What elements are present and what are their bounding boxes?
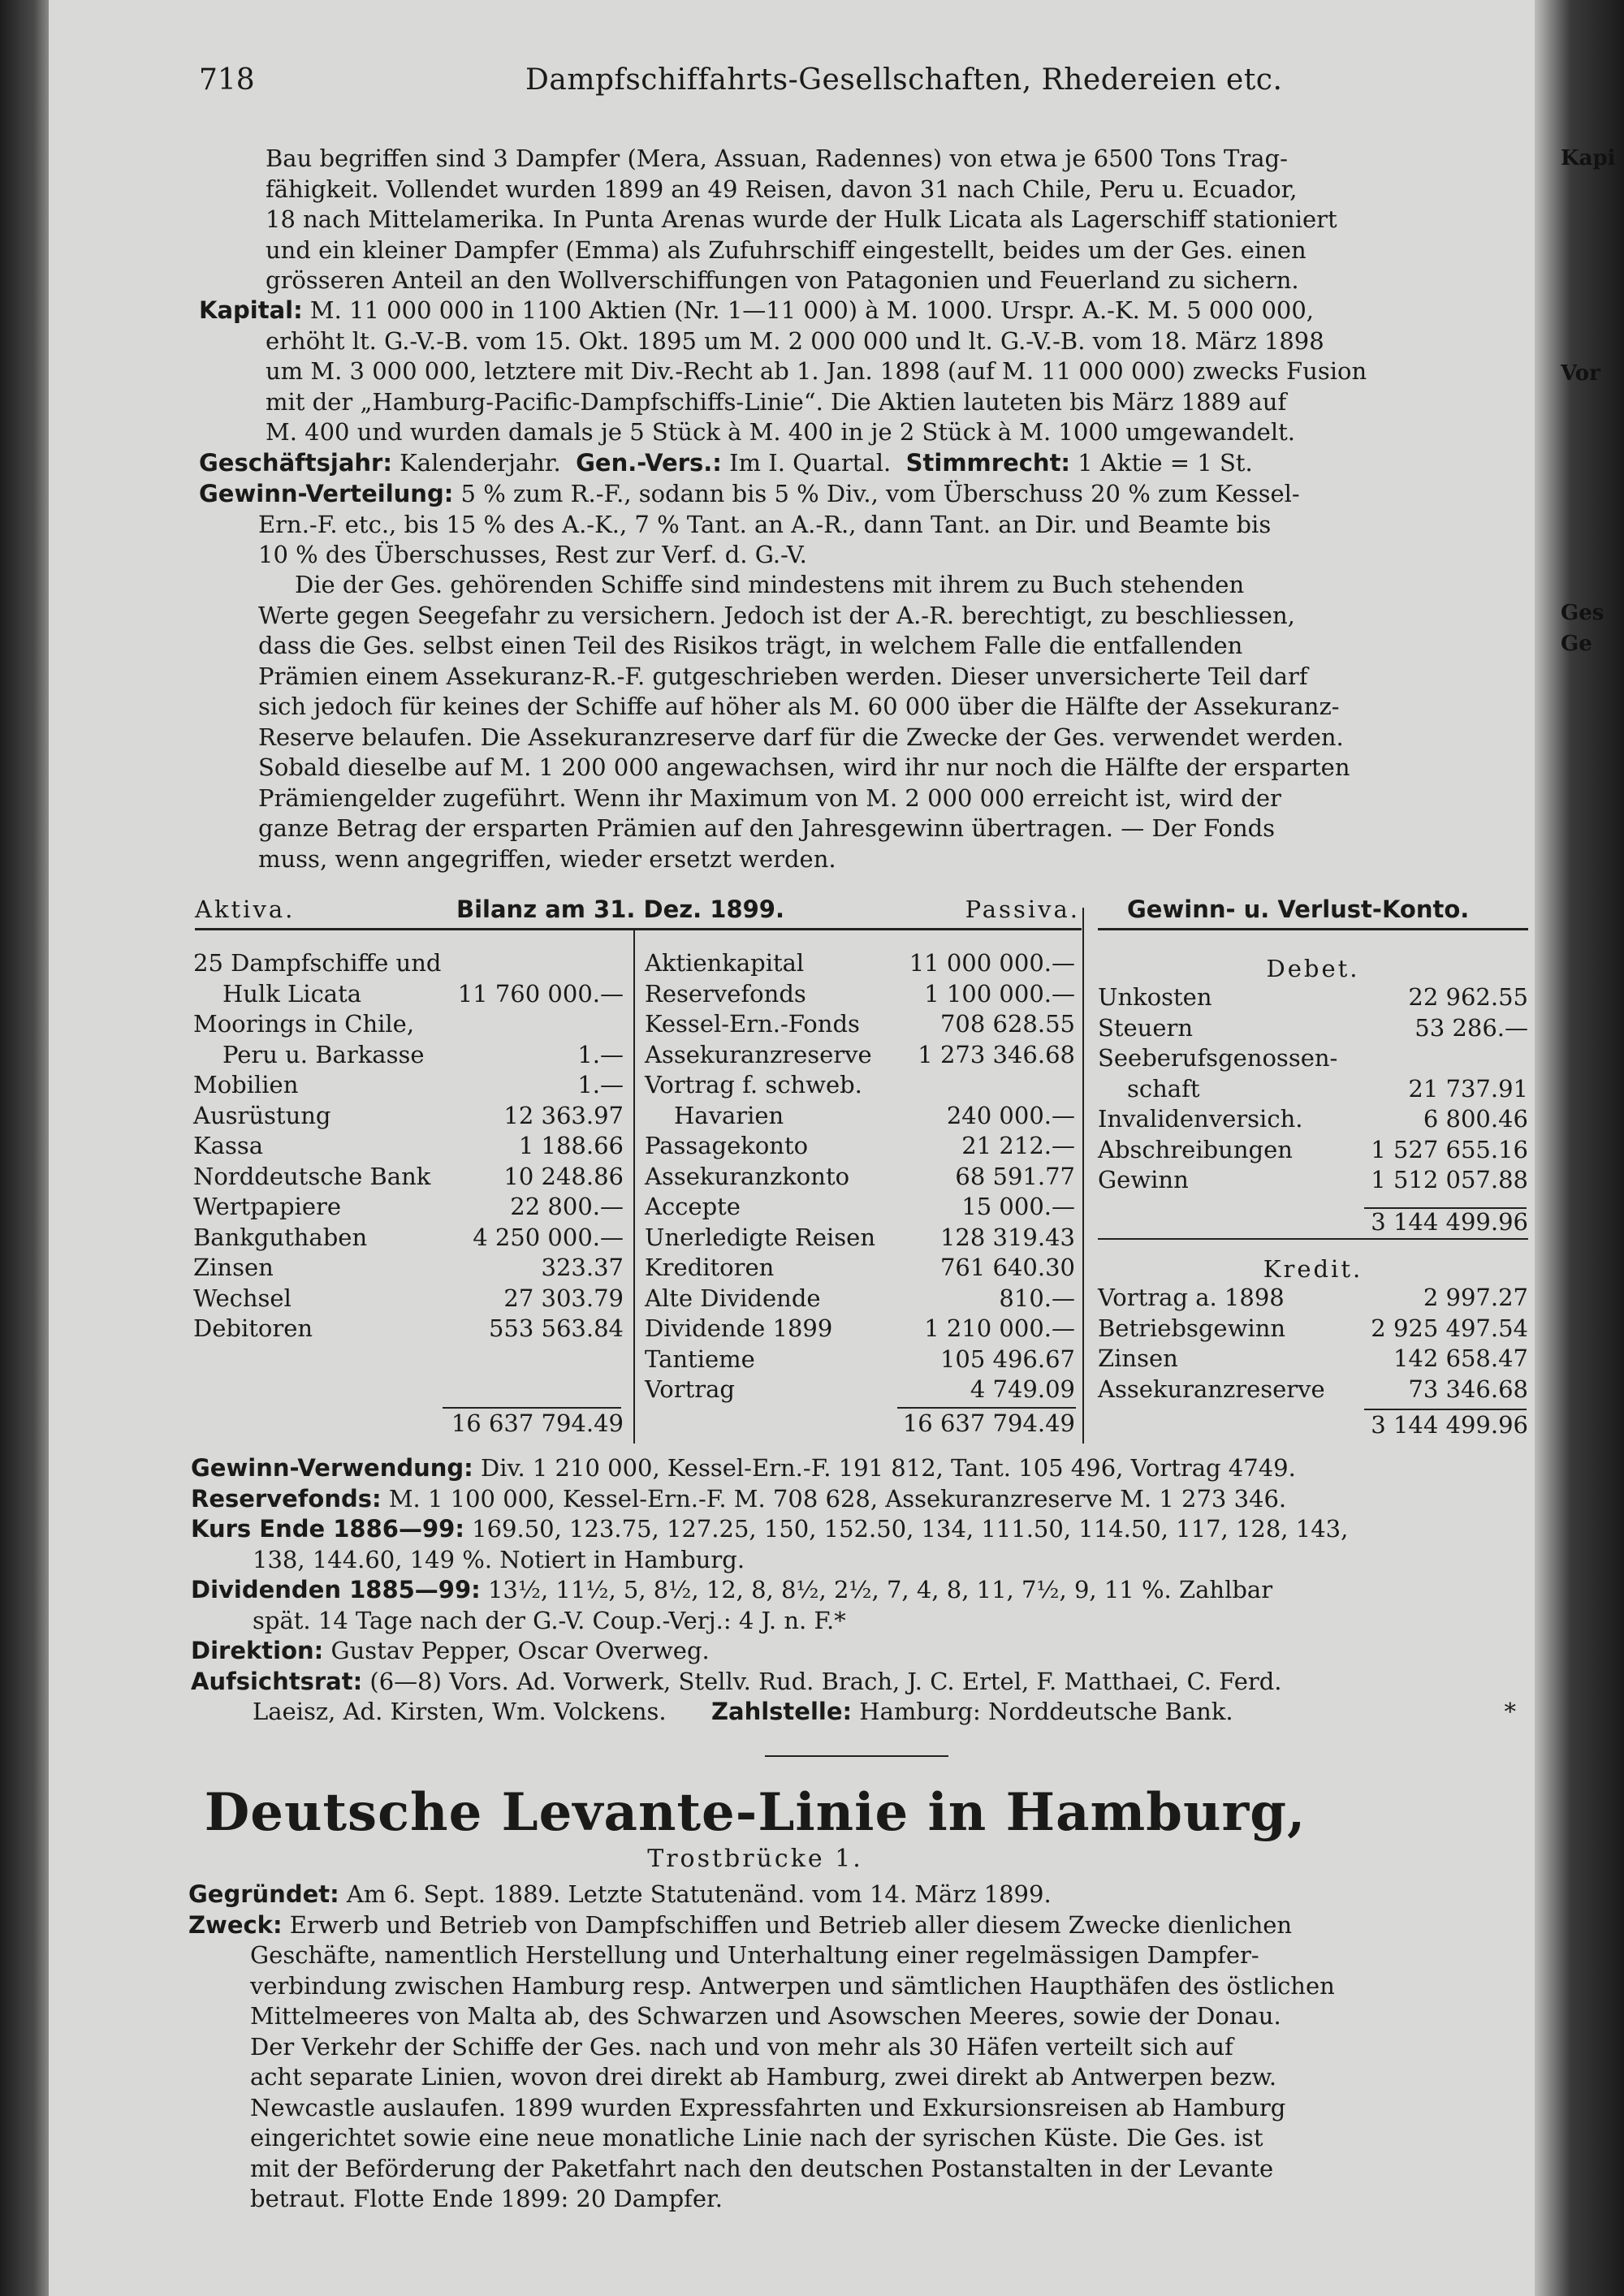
text-line: 10 % des Überschusses, Rest zur Verf. d. G.-V. bbox=[258, 541, 807, 568]
row-value: 15 000.— bbox=[961, 1193, 1075, 1220]
table-row bbox=[193, 1101, 624, 1132]
text-line: Reserve belaufen. Die Assekuranzreserve darf für die Zwecke der Ges. verwendet werden. bbox=[258, 723, 1344, 751]
table-row bbox=[645, 1131, 1075, 1162]
row-label: 25 Dampfschiffe und bbox=[193, 949, 442, 977]
text-line: Mittelmeeres von Malta ab, des Schwarzen und Asowschen Meeres, sowie der Donau. bbox=[250, 2002, 1281, 2030]
row-value: 21 737.91 bbox=[1408, 1074, 1528, 1103]
row-value: 1.— bbox=[577, 1071, 624, 1098]
gv-value: Im I. Quartal. bbox=[721, 449, 892, 477]
table-row bbox=[193, 1192, 624, 1223]
row-label: Moorings in Chile, bbox=[193, 1010, 415, 1038]
column-divider bbox=[1082, 908, 1084, 1444]
text-line: Ern.-F. etc., bis 15 % des A.-K., 7 % Tant. an A.-R., dann Tant. an Dir. und Beamte bis bbox=[258, 510, 1272, 538]
row-label: Seeberufsgenossen- bbox=[1098, 1044, 1338, 1072]
margin-fragment: Vor bbox=[1561, 361, 1600, 386]
row-label: Dividende 1899 bbox=[645, 1314, 833, 1342]
row-value: 11 760 000.— bbox=[457, 979, 624, 1008]
row-label: Zinsen bbox=[1098, 1344, 1178, 1372]
row-value: 1 527 655.16 bbox=[1371, 1135, 1528, 1163]
text-line: M. 1 100 000, Kessel-Ern.-F. M. 708 628, Assekuranzreserve M. 1 273 346. bbox=[381, 1484, 1287, 1513]
row-label: Accepte bbox=[645, 1193, 741, 1220]
row-label: Invalidenversich. bbox=[1098, 1105, 1303, 1133]
table-row bbox=[193, 1223, 624, 1254]
table-row bbox=[1098, 1314, 1528, 1344]
row-value: 105 496.67 bbox=[939, 1344, 1075, 1373]
aktiva-label: Aktiva. bbox=[195, 896, 296, 923]
notes-section bbox=[191, 1453, 1532, 1728]
row-value: 22 962.55 bbox=[1408, 983, 1528, 1011]
row-label: Bankguthaben bbox=[193, 1223, 368, 1251]
row-label: Wertpapiere bbox=[193, 1193, 342, 1220]
table-row bbox=[1098, 1043, 1528, 1074]
debet-label: Debet. bbox=[1266, 955, 1360, 982]
company-address: Trostbrücke 1. bbox=[647, 1845, 863, 1873]
table-row bbox=[645, 1344, 1075, 1375]
text-line: Die der Ges. gehörenden Schiffe sind mindestens mit ihrem zu Buch stehenden bbox=[295, 571, 1245, 598]
text-line: Bau begriffen sind 3 Dampfer (Mera, Assuan, Radennes) von etwa je 6500 Tons Trag- bbox=[266, 145, 1288, 172]
text-line: Erwerb und Betrieb von Dampfschiffen und Betrieb aller diesem Zwecke dienlichen bbox=[282, 1910, 1293, 1939]
row-value: 128 319.43 bbox=[939, 1223, 1075, 1251]
next-page-edge bbox=[1535, 0, 1624, 2296]
versicherung-paragraph bbox=[258, 570, 1532, 874]
table-row bbox=[193, 1131, 624, 1162]
margin-fragment: Kapi bbox=[1561, 146, 1616, 170]
text-line: 169.50, 123.75, 127.25, 150, 152.50, 134, 111.50, 114.50, 117, 128, 143, bbox=[464, 1515, 1349, 1543]
text-line: sich jedoch für keines der Schiffe auf höher als M. 60 000 über die Hälfte der Assekuranz- bbox=[258, 693, 1340, 720]
table-row bbox=[645, 1253, 1075, 1284]
text-line: eingerichtet sowie eine neue monatliche Linie nach der syrischen Küste. Die Ges. ist bbox=[250, 2124, 1263, 2151]
geschaeftsjahr-label: Geschäftsjahr: bbox=[199, 449, 392, 477]
zahlstelle-value: Hamburg: Norddeutsche Bank. bbox=[852, 1698, 1233, 1725]
row-value: 553 563.84 bbox=[488, 1314, 624, 1342]
margin-fragment: Ge bbox=[1561, 632, 1592, 656]
row-label: Assekuranzreserve bbox=[1098, 1375, 1325, 1403]
aktiva-total: 16 637 794.49 bbox=[451, 1409, 624, 1437]
row-label: Vortrag a. 1898 bbox=[1098, 1284, 1285, 1311]
passiva-total: 16 637 794.49 bbox=[902, 1409, 1075, 1437]
table-row bbox=[645, 1375, 1075, 1405]
table-row bbox=[193, 1070, 624, 1101]
row-label: Hulk Licata bbox=[222, 979, 362, 1008]
note-label: Gewinn-Verwendung: bbox=[191, 1454, 473, 1482]
table-row bbox=[193, 1253, 624, 1284]
text-line: Div. 1 210 000, Kessel-Ern.-F. 191 812, Tant. 105 496, Vortrag 4749. bbox=[473, 1454, 1296, 1482]
row-value: 4 250 000.— bbox=[473, 1223, 624, 1251]
text-line: Prämien einem Assekuranz-R.-F. gutgeschrieben werden. Dieser unversicherte Teil darf bbox=[258, 662, 1308, 690]
table-row bbox=[1098, 1375, 1528, 1405]
row-label: Norddeutsche Bank bbox=[193, 1162, 431, 1190]
gv-label: Gen.-Vers.: bbox=[576, 449, 722, 477]
row-label: Vortrag f. schweb. bbox=[645, 1071, 862, 1098]
text-line: grösseren Anteil an den Wollverschiffungen von Patagonien und Feuerland zu sichern. bbox=[266, 266, 1299, 294]
table-row bbox=[1098, 982, 1528, 1013]
text-line: betraut. Flotte Ende 1899: 20 Dampfer. bbox=[250, 2185, 723, 2212]
table-row bbox=[645, 1070, 1075, 1101]
table-row bbox=[193, 979, 624, 1010]
table-row bbox=[193, 948, 624, 979]
row-value: 21 212.— bbox=[961, 1132, 1075, 1159]
levante-section bbox=[188, 1880, 1532, 2215]
table-row bbox=[645, 948, 1075, 979]
text-line: und ein kleiner Dampfer (Emma) als Zufuhrschiff eingestellt, beides um der Ges. einen bbox=[266, 235, 1307, 264]
table-row bbox=[193, 1284, 624, 1314]
row-value: 1 100 000.— bbox=[924, 979, 1075, 1008]
row-label: Passagekonto bbox=[645, 1132, 809, 1159]
text-line: 18 nach Mittelamerika. In Punta Arenas wurde der Hulk Licata als Lagerschiff stationiert bbox=[266, 205, 1337, 233]
table-top-rule bbox=[195, 928, 1082, 930]
text-line: acht separate Linien, wovon drei direkt ab Hamburg, zwei direkt ab Antwerpen bezw. bbox=[250, 2063, 1277, 2091]
table-row bbox=[645, 1009, 1075, 1040]
table-row bbox=[645, 1223, 1075, 1254]
text-line: Geschäfte, namentlich Herstellung und Unterhaltung einer regelmässigen Dampfer- bbox=[250, 1941, 1259, 1969]
row-value: 12 363.97 bbox=[503, 1101, 624, 1129]
text-line: spät. 14 Tage nach der G.-V. Coup.-Verj.: 4 J. n. F.* bbox=[253, 1606, 846, 1634]
row-label: Abschreibungen bbox=[1098, 1135, 1293, 1163]
book-spine-shadow bbox=[0, 0, 49, 2296]
row-label: Unerledigte Reisen bbox=[645, 1223, 876, 1251]
table-row bbox=[1098, 1165, 1528, 1196]
row-value: 2 925 497.54 bbox=[1371, 1314, 1528, 1342]
row-value: 22 800.— bbox=[510, 1193, 624, 1220]
row-value: 27 303.79 bbox=[503, 1284, 624, 1312]
table-row bbox=[1098, 1104, 1528, 1135]
text-line: M. 400 und wurden damals je 5 Stück à M. 400 in je 2 Stück à M. 1000 umgewandelt. bbox=[266, 418, 1295, 446]
text-line: Werte gegen Seegefahr zu versichern. Jedoch ist der A.-R. berechtigt, zu beschliessen, bbox=[258, 601, 1295, 629]
row-value: 708 628.55 bbox=[939, 1010, 1075, 1038]
row-label: Debitoren bbox=[193, 1314, 313, 1342]
row-value: 142 658.47 bbox=[1393, 1344, 1528, 1372]
row-value: 1 188.66 bbox=[518, 1132, 624, 1159]
table-row bbox=[1098, 1344, 1528, 1375]
table-row bbox=[645, 1162, 1075, 1193]
aufsichtsrat-last-line bbox=[191, 1697, 1532, 1728]
kapital-section bbox=[199, 296, 1532, 448]
note-label: Dividenden 1885—99: bbox=[191, 1576, 481, 1603]
zahlstelle-label: Zahlstelle: bbox=[710, 1698, 853, 1725]
running-title: Dampfschiffahrts-Gesellschaften, Rhedereien etc. bbox=[525, 63, 1283, 97]
text-line: ganze Betrag der ersparten Prämien auf den Jahresgewinn übertragen. — Der Fonds bbox=[258, 814, 1276, 842]
geschaeftsjahr-line bbox=[199, 448, 1532, 479]
text-line: Newcastle auslaufen. 1899 wurden Expressfahrten und Exkursionsreisen ab Hamburg bbox=[250, 2093, 1286, 2121]
column-divider bbox=[633, 930, 635, 1444]
row-value: 761 640.30 bbox=[939, 1254, 1075, 1281]
kapital-label: Kapital: bbox=[199, 296, 303, 324]
row-value: 1 512 057.88 bbox=[1371, 1166, 1528, 1193]
row-label: Kreditoren bbox=[645, 1254, 775, 1281]
text-line: (6—8) Vors. Ad. Vorwerk, Stellv. Rud. Brach, J. C. Ertel, F. Matthaei, C. Ferd. bbox=[362, 1667, 1282, 1695]
table-row bbox=[1098, 1283, 1528, 1314]
text-line: verbindung zwischen Hamburg resp. Antwerpen und sämtlichen Haupthäfen des östlichen bbox=[250, 1971, 1335, 2000]
section-separator bbox=[765, 1755, 948, 1757]
row-value: 1 210 000.— bbox=[924, 1314, 1075, 1342]
stimmrecht-label: Stimmrecht: bbox=[905, 449, 1071, 477]
table-row bbox=[645, 1314, 1075, 1344]
text-line: Laeisz, Ad. Kirsten, Wm. Volckens. bbox=[253, 1698, 667, 1725]
debet-list bbox=[1098, 982, 1528, 1196]
table-row bbox=[645, 1101, 1075, 1132]
guv-title: Gewinn- u. Verlust-Konto. bbox=[1127, 896, 1470, 923]
debet-total: 3 144 499.96 bbox=[1371, 1208, 1528, 1236]
table-row bbox=[193, 1314, 624, 1344]
footnote-mark: * bbox=[1504, 1698, 1516, 1725]
row-label: schaft bbox=[1127, 1074, 1200, 1103]
stimmrecht-value: 1 Aktie = 1 St. bbox=[1070, 449, 1253, 477]
debet-kredit-rule bbox=[1098, 1238, 1528, 1240]
row-label: Peru u. Barkasse bbox=[222, 1040, 425, 1068]
row-label: Mobilien bbox=[193, 1071, 299, 1098]
table-row bbox=[645, 1284, 1075, 1314]
kredit-label: Kredit. bbox=[1263, 1255, 1363, 1283]
text-line: 5 % zum R.-F., sodann bis 5 % Div., vom Überschuss 20 % zum Kessel- bbox=[453, 480, 1300, 507]
text-line: mit der Beförderung der Paketfahrt nach den deutschen Postanstalten in der Levante bbox=[250, 2154, 1274, 2182]
row-label: Alte Dividende bbox=[645, 1284, 821, 1312]
guv-top-rule bbox=[1098, 928, 1528, 930]
table-row bbox=[1098, 1135, 1528, 1166]
bilanz-header bbox=[195, 895, 1080, 927]
row-label: Aktienkapital bbox=[645, 949, 805, 977]
row-label: Betriebsgewinn bbox=[1098, 1314, 1286, 1342]
row-label: Unkosten bbox=[1098, 983, 1212, 1011]
text-line: muss, wenn angegriffen, wieder ersetzt werden. bbox=[258, 844, 836, 873]
text-line: mit der „Hamburg-Pacific-Dampfschiffs-Linie“. Die Aktien lauteten bis März 1889 auf bbox=[266, 387, 1287, 416]
note-label: Direktion: bbox=[191, 1637, 324, 1664]
zweck-label: Zweck: bbox=[188, 1910, 283, 1939]
text-line: 138, 144.60, 149 %. Notiert in Hamburg. bbox=[253, 1545, 745, 1573]
table-row bbox=[193, 1040, 624, 1071]
intro-paragraph bbox=[266, 144, 1532, 296]
row-value: 240 000.— bbox=[946, 1101, 1075, 1129]
table-row bbox=[193, 1162, 624, 1193]
text-line: Der Verkehr der Schiffe der Ges. nach und von mehr als 30 Häfen verteilt sich auf bbox=[250, 2032, 1233, 2061]
row-value: 53 286.— bbox=[1415, 1013, 1528, 1042]
text-line: erhöht lt. G.-V.-B. vom 15. Okt. 1895 um M. 2 000 000 und lt. G.-V.-B. vom 18. März 1898 bbox=[266, 326, 1324, 355]
row-label: Steuern bbox=[1098, 1013, 1194, 1042]
row-label: Assekuranzreserve bbox=[645, 1040, 872, 1068]
row-value: 1.— bbox=[577, 1040, 624, 1068]
row-value: 2 997.27 bbox=[1423, 1284, 1528, 1311]
text-line: fähigkeit. Vollendet wurden 1899 an 49 Reisen, davon 31 nach Chile, Peru u. Ecuador, bbox=[266, 175, 1298, 203]
text-line: Gustav Pepper, Oscar Overweg. bbox=[323, 1637, 710, 1664]
geschaeftsjahr-value: Kalenderjahr. bbox=[391, 449, 561, 477]
page-number: 718 bbox=[199, 63, 255, 97]
text-line: M. 11 000 000 in 1100 Aktien (Nr. 1—11 000) à M. 1000. Urspr. A.-K. M. 5 000 000, bbox=[302, 296, 1315, 324]
row-label: Kassa bbox=[193, 1132, 264, 1159]
row-label: Vortrag bbox=[645, 1375, 735, 1403]
note-label: Reservefonds: bbox=[191, 1484, 382, 1513]
row-value: 11 000 000.— bbox=[909, 949, 1075, 977]
row-label: Zinsen bbox=[193, 1254, 274, 1281]
text-line: 13½, 11½, 5, 8½, 12, 8, 8½, 2½, 7, 4, 8, 11, 7½, 9, 11 %. Zahlbar bbox=[480, 1576, 1273, 1603]
text-line: Sobald dieselbe auf M. 1 200 000 angewachsen, wird ihr nur noch die Hälfte der ersparten bbox=[258, 753, 1350, 781]
text-line: dass die Ges. selbst einen Teil des Risikos trägt, in welchem Falle die entfallenden bbox=[258, 632, 1243, 659]
row-value: 10 248.86 bbox=[503, 1162, 624, 1190]
row-label: Tantieme bbox=[645, 1344, 755, 1373]
text-line: Prämiengelder zugeführt. Wenn ihr Maximum von M. 2 000 000 erreicht ist, wird der bbox=[258, 783, 1281, 812]
row-label: Assekuranzkonto bbox=[645, 1162, 850, 1190]
margin-fragment: Ges bbox=[1561, 601, 1605, 625]
text-line: um M. 3 000 000, letztere mit Div.-Recht ab 1. Jan. 1898 (auf M. 11 000 000) zwecks Fusion bbox=[266, 357, 1367, 385]
bilanz-title: Bilanz am 31. Dez. 1899. bbox=[456, 896, 784, 923]
row-label: Kessel-Ern.-Fonds bbox=[645, 1010, 860, 1038]
table-row bbox=[1098, 1074, 1528, 1105]
kredit-total: 3 144 499.96 bbox=[1371, 1411, 1528, 1439]
table-row bbox=[1098, 1013, 1528, 1044]
row-label: Havarien bbox=[674, 1101, 784, 1129]
gewinn-verteilung-label: Gewinn-Verteilung: bbox=[199, 480, 454, 507]
aktiva-list bbox=[193, 948, 624, 1344]
table-row bbox=[193, 1009, 624, 1040]
row-value: 6 800.46 bbox=[1423, 1105, 1528, 1133]
passiva-list bbox=[645, 948, 1075, 1405]
gewinn-verteilung-section bbox=[199, 479, 1532, 571]
row-value: 68 591.77 bbox=[955, 1162, 1075, 1190]
note-label: Aufsichtsrat: bbox=[191, 1667, 363, 1695]
kredit-list bbox=[1098, 1283, 1528, 1405]
guv-header bbox=[1111, 895, 1517, 927]
row-label: Wechsel bbox=[193, 1284, 292, 1312]
company-heading: Deutsche Levante-Linie in Hamburg, bbox=[204, 1782, 1307, 1843]
row-value: 323.37 bbox=[541, 1254, 624, 1281]
gegruendet-label: Gegründet: bbox=[188, 1880, 339, 1908]
row-value: 810.— bbox=[999, 1284, 1075, 1312]
row-value: 73 346.68 bbox=[1408, 1375, 1528, 1403]
row-label: Reservefonds bbox=[645, 979, 806, 1008]
table-row bbox=[645, 979, 1075, 1010]
table-row bbox=[645, 1192, 1075, 1223]
gegruendet-value: Am 6. Sept. 1889. Letzte Statutenänd. vom 14. März 1899. bbox=[339, 1880, 1052, 1908]
row-label: Gewinn bbox=[1098, 1166, 1189, 1193]
row-label: Ausrüstung bbox=[193, 1101, 331, 1129]
row-value: 4 749.09 bbox=[970, 1375, 1075, 1403]
table-row bbox=[645, 1040, 1075, 1071]
note-label: Kurs Ende 1886—99: bbox=[191, 1515, 464, 1543]
row-value: 1 273 346.68 bbox=[918, 1040, 1075, 1068]
passiva-label: Passiva. bbox=[965, 896, 1080, 923]
